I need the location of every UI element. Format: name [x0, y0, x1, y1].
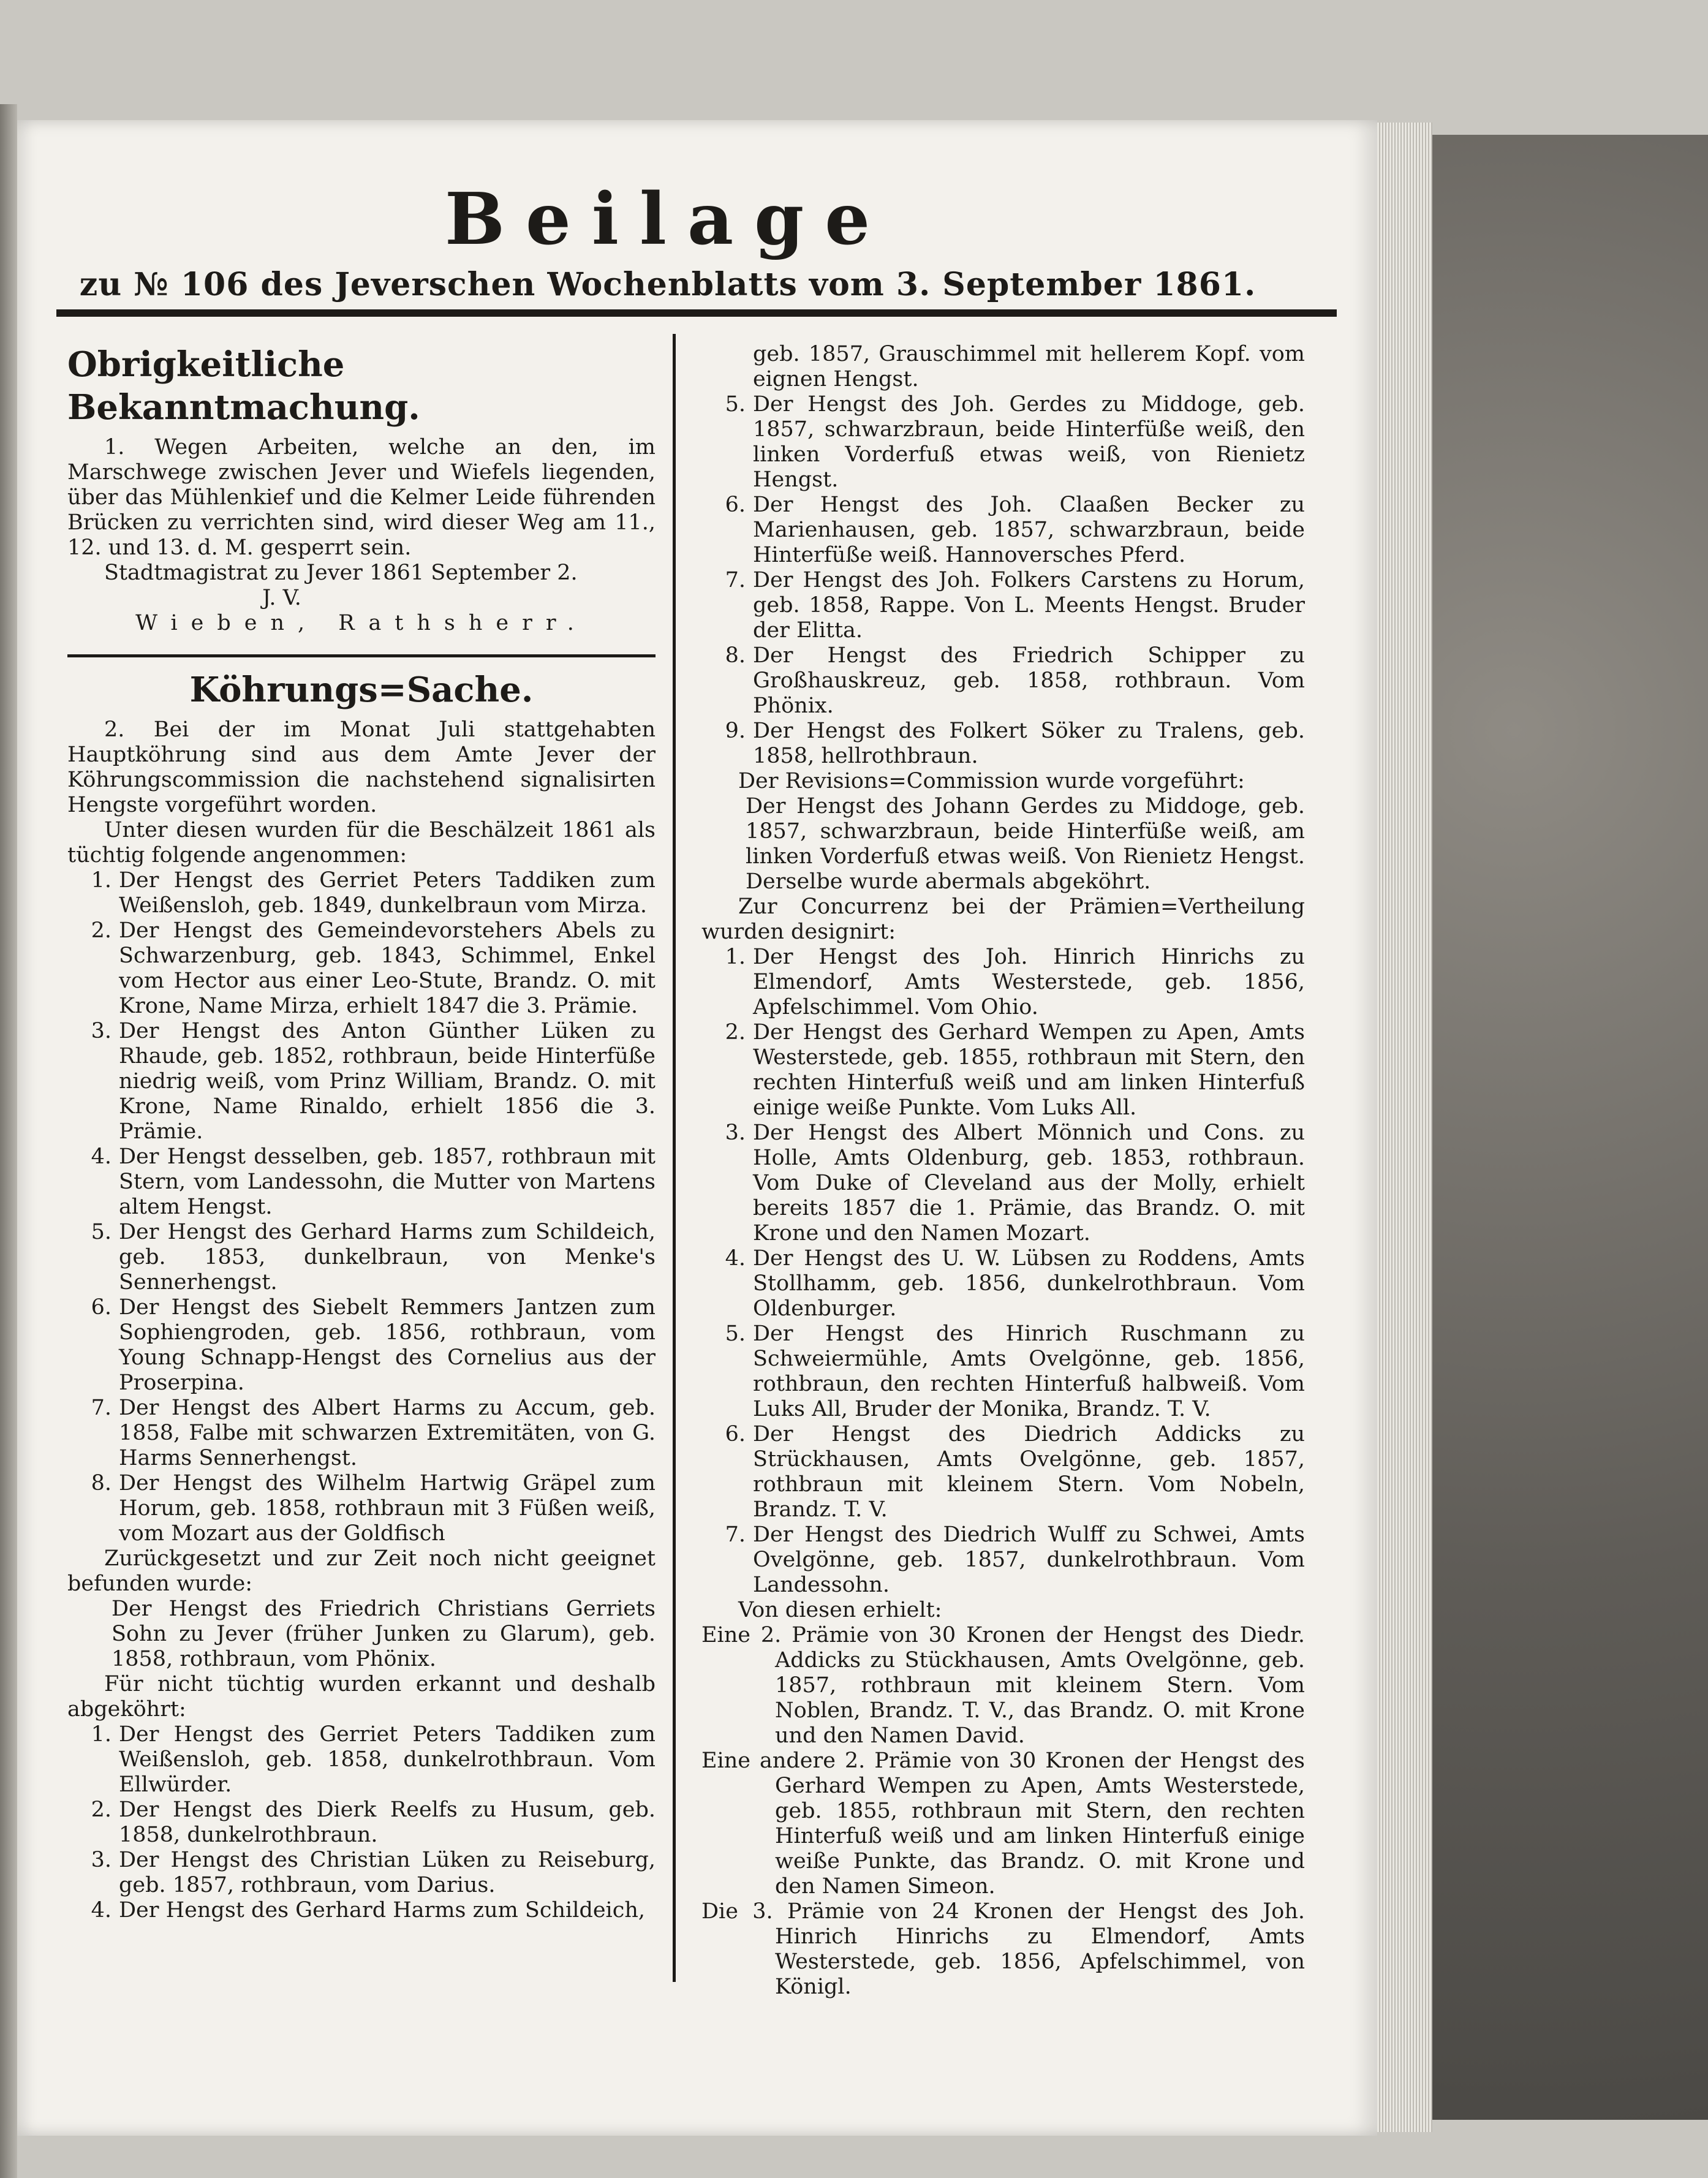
- list-item: [67, 1722, 656, 1798]
- page-subtitle: zu № 106 des Jeverschen Wochenblatts vom 3. September 1861.: [79, 266, 1256, 303]
- list-item: [701, 1422, 1305, 1522]
- page-block-edges: [1377, 123, 1432, 2132]
- list-item: [67, 1220, 656, 1295]
- item-number: 3.: [91, 1019, 111, 1043]
- item-text: Der Hengst des Gerriet Peters Taddiken zum Weißensloh, geb. 1849, dunkelbraun vom Mirza.: [119, 868, 656, 918]
- list-item: [67, 1898, 656, 1923]
- list-item: [701, 568, 1305, 643]
- item-number: 1.: [91, 1722, 111, 1747]
- list-item: [67, 1295, 656, 1396]
- item-number: 7.: [725, 568, 746, 592]
- item-text: Der Hengst des Gemeindevorstehers Abels zu Schwarzenburg, geb. 1843, Schimmel, Enkel vom Hector aus einer Leo-Stute, Brandz. O. mit Krone, Name Mirza, erhielt 1847 die 3. Prämie.: [119, 918, 656, 1018]
- column-divider: [673, 334, 676, 1982]
- item-text: Der Hengst des U. W. Lübsen zu Roddens, Amts Stollhamm, geb. 1856, dunkelrothbraun. Vom Oldenburger.: [753, 1246, 1305, 1321]
- item-text: Der Hengst des Siebelt Remmers Jantzen zum Sophiengroden, geb. 1856, rothbraun, vom Young Schnapp-Hengst des Cornelius aus der Proserpina.: [119, 1295, 656, 1395]
- item-number: 4.: [725, 1246, 746, 1271]
- item-number: 4.: [91, 1144, 111, 1169]
- list-item: [701, 342, 1305, 392]
- list-item: [701, 392, 1305, 493]
- deferred-intro: Zurückgesetzt und zur Zeit noch nicht geeignet befunden wurde:: [67, 1546, 656, 1596]
- item-number: 2.: [91, 918, 111, 943]
- notice-body: 1. Wegen Arbeiten, welche an den, im Marschwege zwischen Jever und Wiefels liegenden, über das Mühlenkief und die Kelmer Leide führenden Brücken zu verrichten sind, wird dieser Weg am 11., 12. und 13. d. M. gesperrt sein.: [67, 435, 656, 560]
- item-number: 6.: [725, 493, 746, 517]
- item-text: Der Hengst des Dierk Reelfs zu Husum, geb. 1858, dunkelrothbraun.: [119, 1798, 656, 1847]
- item-text: Der Hengst des Joh. Claaßen Becker zu Marienhausen, geb. 1857, schwarzbraun, beide Hinterfüße weiß. Hannoversches Pferd.: [753, 493, 1305, 567]
- item-text: Der Hengst des Folkert Söker zu Tralens, geb. 1858, hellrothbraun.: [753, 719, 1305, 768]
- list-item: [701, 945, 1305, 1020]
- list-item: [67, 868, 656, 918]
- item-text: Der Hengst desselben, geb. 1857, rothbraun mit Stern, vom Landessohn, die Mutter von Martens altem Hengst.: [119, 1144, 656, 1219]
- item-text: Der Hengst des Christian Lüken zu Reiseburg, geb. 1857, rothbraun, vom Darius.: [119, 1848, 656, 1897]
- koehrung-heading: Köhrungs=Sache.: [189, 670, 534, 710]
- rejected-list-continued: [701, 342, 1305, 769]
- item-text: Der Hengst des Diedrich Wulff zu Schwei, Amts Ovelgönne, geb. 1857, dunkelrothbraun. Vom Landessohn.: [753, 1522, 1305, 1597]
- item-text: Der Hengst des Albert Mönnich und Cons. zu Holle, Amts Oldenburg, geb. 1853, rothbraun. Vom Duke of Cleveland aus der Molly, erhielt bereits 1857 die 1. Prämie, das Brandz. O. mit Krone und den Namen Mozart.: [753, 1121, 1305, 1246]
- item-text: Der Hengst des Gerhard Harms zum Schildeich, geb. 1853, dunkelbraun, von Menke's Sennerhengst.: [119, 1220, 656, 1295]
- item-number: 2.: [725, 1020, 746, 1045]
- list-item: [67, 1396, 656, 1471]
- deferred-text: Der Hengst des Friedrich Christians Gerriets Sohn zu Jever (früher Junken zu Glarum), geb. 1858, rothbraun, vom Phönix.: [111, 1597, 656, 1671]
- item-number: 8.: [725, 643, 746, 668]
- item-text: Der Hengst des Gerriet Peters Taddiken zum Weißensloh, geb. 1858, dunkelrothbraun. Vom Ellwürder.: [119, 1722, 656, 1797]
- list-item: [67, 1798, 656, 1848]
- left-column: [67, 343, 656, 1923]
- item-text: Der Hengst des Joh. Gerdes zu Middoge, geb. 1857, schwarzbraun, beide Hinterfüße weiß, den linken Vorderfuß etwas weiß, von Rienietz Hengst.: [753, 392, 1305, 492]
- rejected-intro: Für nicht tüchtig wurden erkannt und deshalb abgeköhrt:: [67, 1672, 656, 1722]
- item-number: 7.: [91, 1396, 111, 1420]
- item-number: 5.: [725, 392, 746, 417]
- concurrenz-list: [701, 945, 1305, 1598]
- list-item: [67, 918, 656, 1019]
- item-text: Der Hengst des Wilhelm Hartwig Gräpel zum Horum, geb. 1858, rothbraun mit 3 Füßen weiß, vom Mozart aus der Goldfisch: [119, 1471, 656, 1546]
- item-number: 3.: [91, 1848, 111, 1872]
- item-number: 9.: [725, 719, 746, 743]
- list-item: [67, 1144, 656, 1220]
- item-number: 5.: [91, 1220, 111, 1244]
- item-number: 7.: [725, 1522, 746, 1547]
- item-text: Der Hengst des Friedrich Schipper zu Großhauskreuz, geb. 1858, rothbraun. Vom Phönix.: [753, 643, 1305, 718]
- revision-text: Der Hengst des Johann Gerdes zu Middoge, geb. 1857, schwarzbraun, beide Hinterfüße weiß, am linken Vorderfuß etwas weiß. Von Rienietz Hengst. Derselbe wurde abermals abgeköhrt.: [746, 794, 1305, 894]
- item-text: Der Hengst des Joh. Hinrich Hinrichs zu Elmendorf, Amts Westerstede, geb. 1856, Apfelschimmel. Vom Ohio.: [753, 945, 1305, 1019]
- item-number: 6.: [91, 1295, 111, 1320]
- item-number: 4.: [91, 1898, 111, 1923]
- list-item: [701, 1522, 1305, 1598]
- facing-page-edge: [0, 104, 17, 2178]
- list-item: [701, 719, 1305, 769]
- right-column: [701, 342, 1305, 2000]
- revision-intro: Der Revisions=Commission wurde vorgeführt:: [738, 769, 1245, 793]
- masthead-rule: [56, 309, 1337, 317]
- page-title: Beilage: [444, 178, 891, 261]
- prize-entry: Eine 2. Prämie von 30 Kronen der Hengst des Diedr. Addicks zu Stückhausen, Amts Ovelgönne, geb. 1857, rothbraun mit kleinem Stern. Vom Noblen, Brandz. T. V., das Brandz. O. mit Krone und den Namen David.: [701, 1623, 1305, 1748]
- book-cover: [1432, 135, 1708, 2120]
- list-item: [67, 1019, 656, 1144]
- item-number: 5.: [725, 1322, 746, 1346]
- notice-heading: Obrigkeitliche Bekanntmachung.: [67, 344, 420, 428]
- item-number: 1.: [91, 868, 111, 893]
- item-number: 1.: [725, 945, 746, 969]
- item-text: Der Hengst des Gerhard Harms zum Schildeich,: [119, 1898, 646, 1923]
- list-item: [701, 1322, 1305, 1422]
- item-text: Der Hengst des Gerhard Wempen zu Apen, Amts Westerstede, geb. 1855, rothbraun mit Stern, den rechten Hinterfuß weiß und am linken Hinterfuß einige weiße Punkte. Vom Luks All.: [753, 1020, 1305, 1120]
- item-text: Der Hengst des Hinrich Ruschmann zu Schweiermühle, Amts Ovelgönne, geb. 1856, rothbraun, den rechten Hinterfuß halbweiß. Vom Luks All, Bruder der Monika, Brandz. T. V.: [753, 1322, 1305, 1421]
- notice-place-date: Stadtmagistrat zu Jever 1861 September 2.: [104, 561, 578, 585]
- list-item: [701, 493, 1305, 568]
- accepted-intro: Unter diesen wurden für die Beschälzeit 1861 als tüchtig folgende angenommen:: [67, 818, 656, 868]
- masthead: [55, 178, 1280, 303]
- accepted-list: [67, 868, 656, 1546]
- rejected-list: [67, 1722, 656, 1923]
- concurrenz-intro: Zur Concurrenz bei der Prämien=Vertheilung wurden designirt:: [701, 894, 1305, 944]
- item-text: Der Hengst des Diedrich Addicks zu Strückhausen, Amts Ovelgönne, geb. 1857, rothbraun mit kleinem Stern. Vom Nobeln, Brandz. T. V.: [753, 1422, 1305, 1522]
- prize-entry: Die 3. Prämie von 24 Kronen der Hengst des Joh. Hinrich Hinrichs zu Elmendorf, Amts Westerstede, geb. 1856, Apfelschimmel, von Königl.: [701, 1899, 1305, 1999]
- list-item: [701, 643, 1305, 719]
- item-text: Der Hengst des Albert Harms zu Accum, geb. 1858, Falbe mit schwarzen Extremitäten, von G. Harms Sennerhengst.: [119, 1396, 656, 1470]
- item-number: 8.: [91, 1471, 111, 1495]
- list-item: [701, 1020, 1305, 1121]
- prizes-intro: Von diesen erhielt:: [738, 1598, 942, 1622]
- list-item: [67, 1471, 656, 1546]
- notice-jv: J. V.: [262, 586, 301, 610]
- item-text: Der Hengst des Anton Günther Lüken zu Rhaude, geb. 1852, rothbraun, beide Hinterfüße niedrig weiß, vom Prinz William, Brandz. O. mit Krone, Name Rinaldo, erhielt 1856 die 3. Prämie.: [119, 1019, 656, 1144]
- list-item: [701, 1246, 1305, 1322]
- section-rule: [67, 654, 656, 657]
- item-number: 3.: [725, 1121, 746, 1145]
- list-item: [67, 1848, 656, 1898]
- item-number: 2.: [91, 1798, 111, 1822]
- item-text: Der Hengst des Joh. Folkers Carstens zu Horum, geb. 1858, Rappe. Von L. Meents Hengst. Bruder der Elitta.: [753, 568, 1305, 643]
- notice-signature: Wieben, Rathsherr.: [135, 611, 588, 635]
- item-text: geb. 1857, Grauschimmel mit hellerem Kopf. vom eignen Hengst.: [753, 342, 1305, 391]
- prize-entry: Eine andere 2. Prämie von 30 Kronen der Hengst des Gerhard Wempen zu Apen, Amts Westerstede, geb. 1855, rothbraun mit Stern, den rechten Hinterfuß weiß und am linken Hinterfuß einige weiße Punkte, das Brandz. O. mit Krone und den Namen Simeon.: [701, 1749, 1305, 1899]
- list-item: [701, 1121, 1305, 1246]
- item-number: 6.: [725, 1422, 746, 1446]
- koehrung-intro: 2. Bei der im Monat Juli stattgehabten Hauptköhrung sind aus dem Amte Jever der Köhrungscommission die nachstehend signalisirten Hengste vorgeführt worden.: [67, 717, 656, 817]
